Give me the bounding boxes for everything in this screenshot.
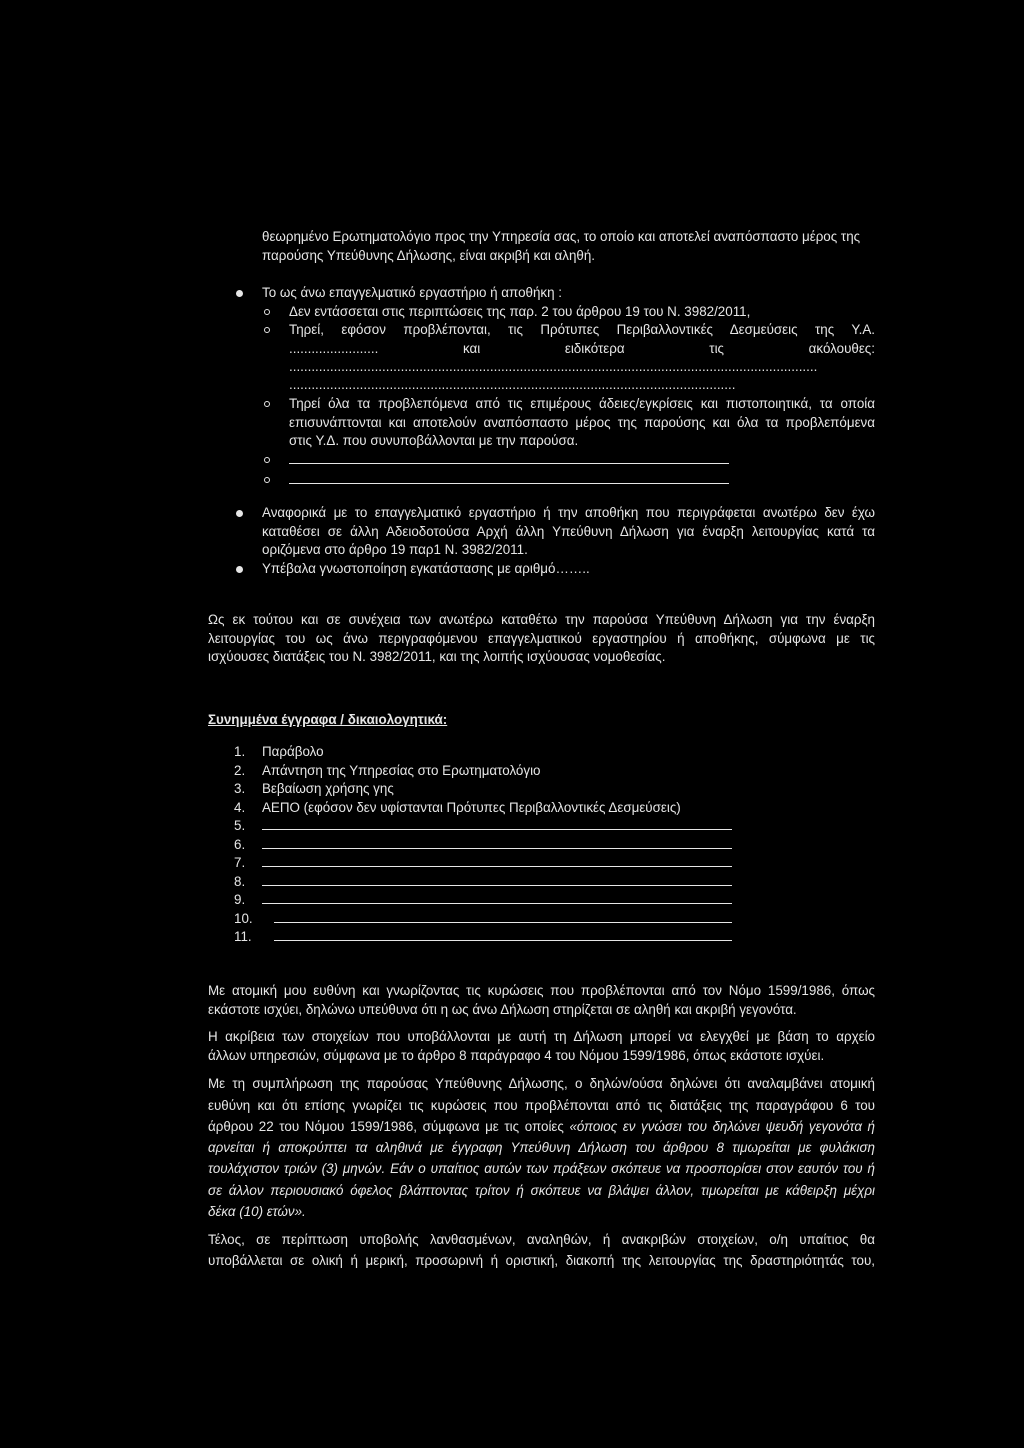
para3-line4: αρνείται ή αποκρύπτει τα αληθινά με έγγραφη Υπεύθυνη Δήλωση του άρθρου 8 τιμωρείται με φυλάκιση (208, 1140, 875, 1155)
bullet1-title: Το ως άνω επαγγελματικό εργαστήριο ή αποθήκη : (262, 285, 563, 300)
para1-line2: εκάστοτε ισχύει, δηλώνω υπεύθυνα ότι η ως άνω Δήλωση στηρίζεται σε αληθή και ακριβή γεγονότα. (208, 1002, 797, 1017)
intro-line-2: παρούσης Υπεύθυνης Δήλωσης, είναι ακριβή και αληθή. (262, 248, 596, 263)
attachment-number: 9. (234, 892, 246, 907)
para2-line2: άλλων υπηρεσιών, σύμφωνα με το άρθρο 8 παράγραφο 4 του Νόμου 1599/1986, όπως εκάστοτε ισχύει. (208, 1048, 825, 1063)
attachment-blank-line[interactable] (262, 891, 732, 904)
bullet1-sub1: Δεν εντάσσεται στις περιπτώσεις της παρ. 2 του άρθρου 19 του Ν. 3982/2011, (289, 304, 751, 319)
para3-line5: τουλάχιστον τριών (3) μηνών. Εάν ο υπαίτιος αυτών των πράξεων σκόπευε να προσπορίσει στον εαυτόν του ή (208, 1161, 875, 1176)
para3-line3 (208, 1118, 875, 1137)
bullet-icon (236, 566, 243, 573)
para4-line1: Τέλος, σε περίπτωση υποβολής λανθασμένων, αναληθών, ή ανακριβών στοιχείων, ο/η υπαίτιος θα (208, 1232, 875, 1247)
para1-line1: Με ατομική μου ευθύνη και γνωρίζοντας τις κυρώσεις που προβλέπονται από τον Νόμο 1599/1986, όπως (208, 983, 875, 998)
circle-bullet-icon (264, 327, 270, 333)
blank-line[interactable] (289, 471, 729, 484)
bullet-icon (236, 290, 243, 297)
bullet-icon (236, 510, 243, 517)
para3-line1: Με τη συμπλήρωση της παρούσας Υπεύθυνης Δήλωσης, ο δηλών/ούσα δηλώνει ότι αναλαμβάνει ατομική (208, 1076, 875, 1091)
attachment-blank-line[interactable] (274, 910, 732, 923)
intro-line-1: θεωρημένο Ερωτηματολόγιο προς την Υπηρεσία σας, το οποίο και αποτελεί αναπόσπαστο μέρος της (262, 229, 861, 244)
para3-line3-plain: άρθρου 22 του Νόμου 1599/1986, σύμφωνα με τις οποίες (208, 1119, 570, 1134)
bullet1-sub3-line1: Τηρεί όλα τα προβλεπόμενα από τις επιμέρους άδειες/εγκρίσεις και πιστοποιητικά, τα οποία (289, 396, 875, 411)
bullet1-sub2-line1: Τηρεί, εφόσον προβλέπονται, τις Πρότυπες Περιβαλλοντικές Δεσμεύσεις της Υ.Α. (289, 322, 875, 337)
para4-line2: υποβάλλεται σε ολική ή μερική, προσωρινή ή οριστική, διακοπή της λειτουργίας της δραστηριότητάς του, (208, 1253, 875, 1268)
bullet1-sub3-line3: στις Υ.Δ. που συνυποβάλλονται με την παρούσα. (289, 433, 579, 448)
bullet1-sub2-line2: ........................ και ειδικότερα τις ακόλουθες: (289, 341, 875, 356)
bullet2-line3: οριζόμενα στο άρθρο 19 παρ1 Ν. 3982/2011. (262, 542, 528, 557)
attachment-number: 8. (234, 873, 246, 889)
attachment-number: 2. (234, 762, 246, 778)
declaration-line1: Ως εκ τούτου και σε συνέχεια των ανωτέρω καταθέτω την παρούσα Υπεύθυνη Δήλωση για την έναρξη (208, 612, 875, 627)
para3-line2: ευθύνη και ότι επίσης γνωρίζει τις κυρώσεις που προβλέπονται από τις διατάξεις της παραγράφου 6 του (208, 1098, 875, 1113)
attachments-heading: Συνημμένα έγγραφα / δικαιολογητικά: (208, 712, 448, 727)
attachment-item: Παράβολο (262, 744, 324, 759)
attachment-blank-line[interactable] (274, 928, 732, 941)
attachment-number: 10. (234, 910, 253, 926)
attachment-item: Απάντηση της Υπηρεσίας στο Ερωτηματολόγιο (262, 762, 541, 778)
bullet1-sub2-dots-2: ........................................................................................................................ (289, 377, 736, 392)
bullet2-line2: καταθέσει σε άλλη Αδειοδοτούσα Αρχή άλλη Υπεύθυνη Δήλωση για έναρξη λειτουργίας κατά τα (262, 524, 875, 539)
circle-bullet-icon (264, 457, 270, 463)
attachment-number: 5. (234, 818, 246, 833)
attachment-number: 3. (234, 781, 246, 796)
circle-bullet-icon (264, 477, 270, 483)
attachment-item: Βεβαίωση χρήσης γης (262, 781, 394, 796)
declaration-line3: ισχύουσες διατάξεις του Ν. 3982/2011, και της λοιπής ισχύουσας νομοθεσίας. (208, 649, 666, 664)
para2-line1: Η ακρίβεια των στοιχείων που υποβάλλονται με αυτή τη Δήλωση μπορεί να ελεγχθεί με βάση το αρχείο (208, 1029, 875, 1044)
bullet1-sub2-dots-1: .............................................................................................................................................. (289, 359, 818, 374)
para3-line7: δέκα (10) ετών». (208, 1204, 306, 1219)
attachment-item: ΑΕΠΟ (εφόσον δεν υφίστανται Πρότυπες Περιβαλλοντικές Δεσμεύσεις) (262, 799, 681, 815)
bullet1-sub3-line2: επισυνάπτονται και αποτελούν αναπόσπαστο μέρος της παρούσης και όλα τα προβλεπόμενα (289, 415, 875, 430)
attachment-blank-line[interactable] (262, 817, 732, 830)
attachment-number: 1. (234, 744, 246, 759)
blank-line[interactable] (289, 451, 729, 464)
attachment-number: 7. (234, 855, 246, 870)
circle-bullet-icon (264, 401, 270, 407)
bullet3-text: Υπέβαλα γνωστοποίηση εγκατάστασης με αριθμό…….. (262, 561, 590, 576)
attachment-blank-line[interactable] (262, 873, 732, 886)
attachment-number: 4. (234, 799, 246, 815)
attachment-blank-line[interactable] (262, 854, 732, 867)
attachment-number: 11. (234, 929, 252, 944)
para3-line3-italic: «όποιος εν γνώσει του δηλώνει ψευδή γεγονότα ή (569, 1119, 875, 1134)
declaration-line2: λειτουργίας του ως άνω περιγραφόμενου επαγγελματικού εργαστηρίου ή αποθήκης, σύμφωνα με τις (208, 631, 875, 646)
para3-line6: σε άλλον περιουσιακό όφελος βλάπτοντας τρίτον ή σκόπευε να βλάψει άλλον, τιμωρείται με κάθειρξη μέχρι (208, 1183, 875, 1198)
attachment-number: 6. (234, 836, 246, 852)
attachment-blank-line[interactable] (262, 836, 732, 849)
bullet2-line1: Αναφορικά με το επαγγελματικό εργαστήριο ή την αποθήκη που περιγράφεται ανωτέρω δεν έχω (262, 505, 875, 520)
circle-bullet-icon (264, 309, 270, 315)
